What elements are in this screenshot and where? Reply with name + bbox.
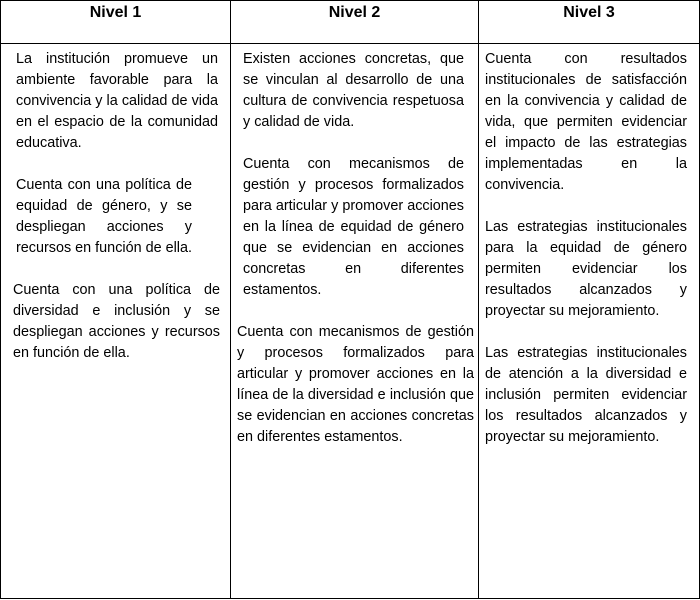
nivel-1-equidad-text: Cuenta con una política de equidad de género, y se despliegan acciones y recursos en función de ella. xyxy=(16,177,192,256)
cell-nivel-1 xyxy=(1,44,231,599)
nivel-3-convivencia-text: Cuenta con resultados institucionales de satisfacción en la convivencia y calidad de vida, que permiten evidenciar el impacto de las estrategias implementadas en la convivencia. xyxy=(485,51,687,193)
content-row xyxy=(1,44,700,599)
header-row xyxy=(1,1,700,44)
cell-nivel-3 xyxy=(479,44,700,599)
header-nivel-3: Nivel 3 xyxy=(479,1,700,44)
nivel-2-equidad-text: Cuenta con mecanismos de gestión y procesos formalizados para articular y promover acciones en la línea de equidad de género que se evidencian en acciones concretas en diferentes estamentos. xyxy=(243,156,464,298)
nivel-3-diversidad-text: Las estrategias institucionales de atención a la diversidad e inclusión permiten evidenciar los resultados alcanzados y proyectar su mejoramiento. xyxy=(485,345,687,445)
nivel-3-equidad-text: Las estrategias institucionales para la equidad de género permiten evidenciar los resultados alcanzados y proyectar su mejoramiento. xyxy=(485,219,687,319)
header-nivel-1: Nivel 1 xyxy=(1,1,231,44)
nivel-2-diversidad-text: Cuenta con mecanismos de gestión y procesos formalizados para articular y promover acciones en la línea de la diversidad e inclusión que se evidencian en acciones concretas en diferentes estamentos. xyxy=(237,324,474,445)
nivel-1-convivencia-text: La institución promueve un ambiente favorable para la convivencia y la calidad de vida en el espacio de la comunidad educativa. xyxy=(16,51,218,151)
nivel-2-convivencia-text: Existen acciones concretas, que se vinculan al desarrollo de una cultura de convivencia respetuosa y calidad de vida. xyxy=(243,51,464,130)
cell-nivel-2 xyxy=(231,44,479,599)
nivel-1-diversidad-text: Cuenta con una política de diversidad e inclusión y se despliegan acciones y recursos en función de ella. xyxy=(13,282,220,361)
header-nivel-2: Nivel 2 xyxy=(231,1,479,44)
